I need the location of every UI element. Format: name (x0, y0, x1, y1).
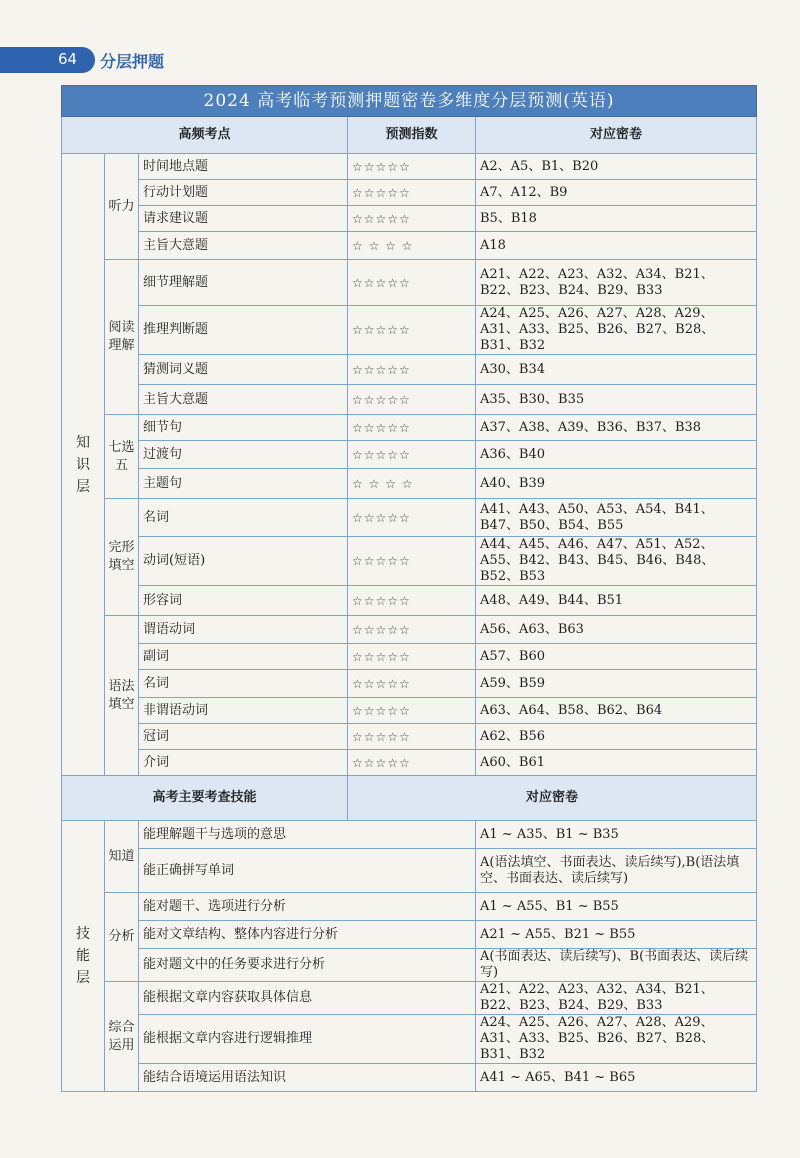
topic-cell: 主旨大意题 (139, 232, 348, 260)
star-rating: ☆☆☆☆☆ (348, 724, 476, 750)
star-rating: ☆☆☆☆☆ (348, 260, 476, 306)
group-label: 分析 (105, 893, 139, 982)
skill-cell: 能对文章结构、整体内容进行分析 (139, 921, 476, 949)
skill-cell: 能对题干、选项进行分析 (139, 893, 476, 921)
skill-cell: 能正确拼写单词 (139, 849, 476, 893)
table-title: 2024 高考临考预测押题密卷多维度分层预测(英语) (62, 86, 757, 117)
star-rating: ☆☆☆☆☆ (348, 441, 476, 469)
table-row (62, 537, 757, 586)
star-rating: ☆☆☆☆☆ (348, 750, 476, 776)
star-rating: ☆☆☆☆☆ (348, 355, 476, 385)
paper-cell: A24、A25、A26、A27、A28、A29、A31、A33、B25、B26、B27、B28、B31、B32 (476, 306, 757, 355)
star-rating: ☆☆☆☆☆ (348, 586, 476, 616)
col-paper: 对应密卷 (476, 117, 757, 154)
table-row (62, 644, 757, 670)
topic-cell: 主题句 (139, 469, 348, 499)
paper-cell: A37、A38、A39、B36、B37、B38 (476, 415, 757, 441)
col-index: 预测指数 (348, 117, 476, 154)
topic-cell: 请求建议题 (139, 206, 348, 232)
topic-cell: 介词 (139, 750, 348, 776)
paper-cell: A36、B40 (476, 441, 757, 469)
paper-cell: A18 (476, 232, 757, 260)
topic-cell: 名词 (139, 670, 348, 698)
table-row (62, 180, 757, 206)
table-row (62, 232, 757, 260)
group-label: 七选 五 (105, 415, 139, 499)
table-row (62, 206, 757, 232)
star-rating: ☆☆☆☆☆ (348, 385, 476, 415)
group-label: 语法 填空 (105, 616, 139, 776)
topic-cell: 时间地点题 (139, 154, 348, 180)
star-rating: ☆☆☆☆☆ (348, 698, 476, 724)
group-label: 综合 运用 (105, 982, 139, 1092)
table-row (62, 893, 757, 921)
title-row (62, 86, 757, 117)
paper-cell: A(书面表达、读后续写)、B(书面表达、读后续写) (476, 949, 757, 982)
skill-cell: 能根据文章内容进行逻辑推理 (139, 1015, 476, 1064)
paper-cell: B5、B18 (476, 206, 757, 232)
skill-cell: 能根据文章内容获取具体信息 (139, 982, 476, 1015)
skill-cell: 能理解题干与选项的意思 (139, 821, 476, 849)
skill-header-row (62, 776, 757, 821)
topic-cell: 细节理解题 (139, 260, 348, 306)
paper-cell: A35、B30、B35 (476, 385, 757, 415)
table-row (62, 260, 757, 306)
paper-cell: A40、B39 (476, 469, 757, 499)
paper-cell: A1 ~ A35、B1 ~ B35 (476, 821, 757, 849)
table-row (62, 698, 757, 724)
table-row (62, 821, 757, 849)
paper-cell: A24、A25、A26、A27、A28、A29、A31、A33、B25、B26、B27、B28、B31、B32 (476, 1015, 757, 1064)
topic-cell: 推理判断题 (139, 306, 348, 355)
star-rating: ☆☆☆☆☆ (348, 644, 476, 670)
table-row (62, 982, 757, 1015)
topic-cell: 猜测词义题 (139, 355, 348, 385)
table-row (62, 586, 757, 616)
paper-cell: A(语法填空、书面表达、读后续写),B(语法填空、书面表达、读后续写) (476, 849, 757, 893)
topic-cell: 动词(短语) (139, 537, 348, 586)
paper-cell: A21、A22、A23、A32、A34、B21、B22、B23、B24、B29、B33 (476, 260, 757, 306)
paper-cell: A41 ~ A65、B41 ~ B65 (476, 1064, 757, 1092)
topic-cell: 行动计划题 (139, 180, 348, 206)
table-row (62, 921, 757, 949)
paper-cell: A30、B34 (476, 355, 757, 385)
col-skill: 高考主要考查技能 (62, 776, 348, 821)
skill-cell: 能对题文中的任务要求进行分析 (139, 949, 476, 982)
topic-cell: 谓语动词 (139, 616, 348, 644)
paper-cell: A60、B61 (476, 750, 757, 776)
paper-cell: A1 ~ A55、B1 ~ B55 (476, 893, 757, 921)
paper-cell: A59、B59 (476, 670, 757, 698)
group-label: 完形 填空 (105, 499, 139, 616)
section-title: 分层押题 (100, 52, 165, 71)
layer-label-knowledge: 知 识 层 (62, 154, 105, 776)
paper-cell: A57、B60 (476, 644, 757, 670)
table-row (62, 849, 757, 893)
paper-cell: A21 ~ A55、B21 ~ B55 (476, 921, 757, 949)
col-topic: 高频考点 (62, 117, 348, 154)
table-row (62, 724, 757, 750)
paper-cell: A21、A22、A23、A32、A34、B21、B22、B23、B24、B29、B33 (476, 982, 757, 1015)
table-row (62, 750, 757, 776)
table-row (62, 306, 757, 355)
paper-cell: A44、A45、A46、A47、A51、A52、A55、B42、B43、B45、B46、B48、B52、B53 (476, 537, 757, 586)
column-header-row (62, 117, 757, 154)
star-rating: ☆☆☆☆☆ (348, 415, 476, 441)
page-header (0, 47, 800, 73)
table-row (62, 949, 757, 982)
table-row (62, 1015, 757, 1064)
page-number: 64 (58, 50, 78, 68)
paper-cell: A56、A63、B63 (476, 616, 757, 644)
table-row (62, 670, 757, 698)
table-row (62, 1064, 757, 1092)
topic-cell: 冠词 (139, 724, 348, 750)
group-label: 阅读 理解 (105, 260, 139, 415)
star-rating: ☆☆☆☆☆ (348, 499, 476, 537)
prediction-table (61, 85, 757, 1092)
table-row (62, 499, 757, 537)
topic-cell: 过渡句 (139, 441, 348, 469)
paper-cell: A7、A12、B9 (476, 180, 757, 206)
paper-cell: A41、A43、A50、A53、A54、B41、B47、B50、B54、B55 (476, 499, 757, 537)
paper-cell: A2、A5、B1、B20 (476, 154, 757, 180)
star-rating: ☆☆☆☆☆ (348, 616, 476, 644)
page-number-tab (0, 47, 95, 73)
star-rating: ☆ ☆ ☆ ☆ (348, 232, 476, 260)
table-row (62, 355, 757, 385)
star-rating: ☆ ☆ ☆ ☆ (348, 469, 476, 499)
table-row (62, 616, 757, 644)
table-row (62, 441, 757, 469)
star-rating: ☆☆☆☆☆ (348, 180, 476, 206)
paper-cell: A62、B56 (476, 724, 757, 750)
star-rating: ☆☆☆☆☆ (348, 206, 476, 232)
star-rating: ☆☆☆☆☆ (348, 537, 476, 586)
table-row (62, 154, 757, 180)
table-row (62, 385, 757, 415)
layer-label-skill: 技 能 层 (62, 821, 105, 1092)
group-label: 知道 (105, 821, 139, 893)
group-label: 听力 (105, 154, 139, 260)
topic-cell: 名词 (139, 499, 348, 537)
topic-cell: 副词 (139, 644, 348, 670)
table-row (62, 469, 757, 499)
star-rating: ☆☆☆☆☆ (348, 306, 476, 355)
star-rating: ☆☆☆☆☆ (348, 670, 476, 698)
topic-cell: 细节句 (139, 415, 348, 441)
topic-cell: 形容词 (139, 586, 348, 616)
topic-cell: 非谓语动词 (139, 698, 348, 724)
paper-cell: A63、A64、B58、B62、B64 (476, 698, 757, 724)
table-row (62, 415, 757, 441)
topic-cell: 主旨大意题 (139, 385, 348, 415)
star-rating: ☆☆☆☆☆ (348, 154, 476, 180)
col-skill-paper: 对应密卷 (348, 776, 757, 821)
skill-cell: 能结合语境运用语法知识 (139, 1064, 476, 1092)
paper-cell: A48、A49、B44、B51 (476, 586, 757, 616)
